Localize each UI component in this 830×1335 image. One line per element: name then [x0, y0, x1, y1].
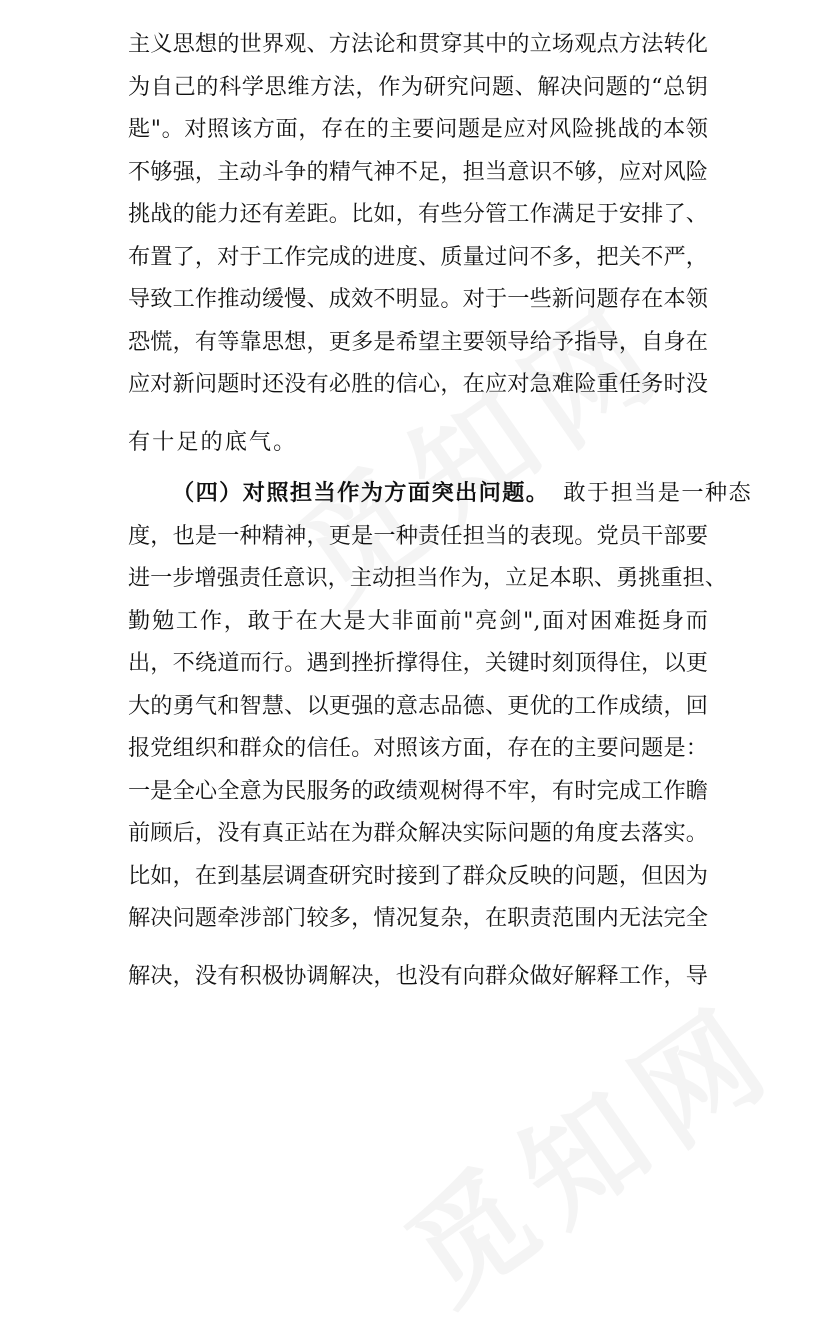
text-line: 解决问题牵涉部门较多，情况复杂，在职责范围内无法完全 [128, 905, 708, 931]
text-line: 导致工作推动缓慢、成效不明显。对于一些新问题存在本领 [128, 286, 708, 312]
watermark [368, 957, 806, 1335]
text-line: 挑战的能力还有差距。比如，有些分管工作满足于安排了、 [128, 201, 708, 227]
text-line: 敢于担当是一种态 [563, 480, 753, 506]
text-line: 勤勉工作，敢于在大是大非面前"亮剑",面对困难挺身而 [128, 608, 708, 634]
text-line: 有十足的底气。 [128, 429, 298, 455]
text-line: 恐慌，有等靠思想，更多是希望主要领导给予指导，自身在 [128, 329, 708, 355]
text-line: 度，也是一种精神，更是一种责任担当的表现。党员干部要 [128, 523, 708, 549]
text-line: 为自己的科学思维方法，作为研究问题、解决问题的“总钥 [128, 74, 708, 100]
text-line: 一是全心全意为民服务的政绩观树得不牢，有时完成工作瞻 [128, 778, 708, 804]
text-line: 不够强，主动斗争的精气神不足，担当意识不够，应对风险 [128, 159, 708, 185]
text-line: 前顾后，没有真正站在为群众解决实际问题的角度去落实。 [128, 820, 708, 846]
section-heading-line [128, 477, 753, 509]
section-heading: （四）对照担当作为方面突出问题。 [172, 480, 550, 506]
text-line: 比如，在到基层调查研究时接到了群众反映的问题，但因为 [128, 863, 708, 889]
text-line: 进一步增强责任意识，主动担当作为，立足本职、勇挑重担、 [128, 565, 728, 591]
text-line: 解决，没有积极协调解决，也没有向群众做好解释工作，导 [128, 963, 708, 989]
text-line: 报党组织和群众的信任。对照该方面，存在的主要问题是： [128, 735, 708, 761]
text-line: 应对新问题时还没有必胜的信心，在应对急难险重任务时没 [128, 371, 708, 397]
text-line: 主义思想的世界观、方法论和贯穿其中的立场观点方法转化 [128, 31, 708, 57]
text-line: 大的勇气和智慧、以更强的意志品德、更优的工作成绩，回 [128, 693, 708, 719]
text-line: 出，不绕道而行。遇到挫折撑得住，关键时刻顶得住，以更 [128, 650, 708, 676]
text-line: 匙"。对照该方面，存在的主要问题是应对风险挑战的本领 [128, 116, 708, 142]
text-line: 布置了，对于工作完成的进度、质量过问不多，把关不严， [128, 244, 708, 270]
